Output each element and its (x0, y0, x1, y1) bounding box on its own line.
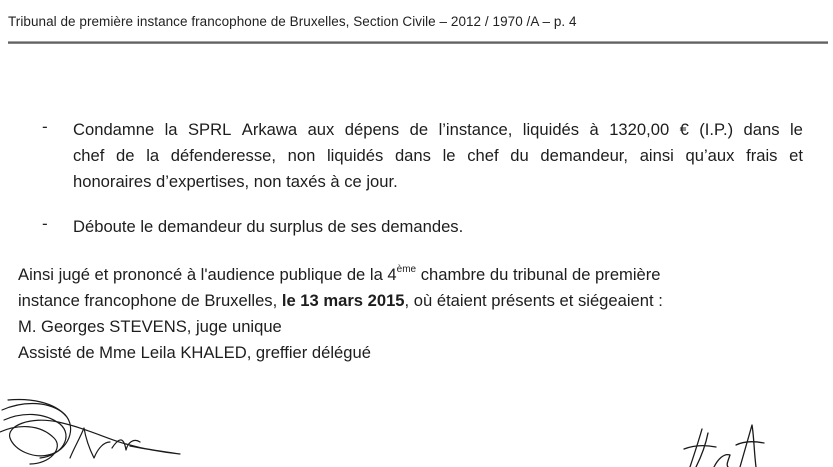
bullet-dash: - (42, 214, 48, 233)
judgment-date: le 13 mars 2015 (281, 291, 405, 310)
clerk-line: Assisté de Mme Leila KHALED, greffier délégué (18, 343, 371, 362)
bullet-dash: - (42, 117, 48, 136)
closing-line-2-after: , où étaient présents et siégeaient : (404, 291, 663, 310)
bullet-text-costs (73, 117, 803, 195)
closing-paragraph (18, 262, 811, 366)
bullet-costs-line-3: honoraires d’expertises, non taxés à ce jour. (73, 172, 398, 191)
header-rule (8, 41, 828, 44)
bullet-dismissal-line-1: Déboute le demandeur du surplus de ses demandes. (73, 217, 464, 236)
signature-right (670, 415, 780, 467)
judge-line: M. Georges STEVENS, juge unique (18, 317, 282, 336)
closing-line-1-after: chambre du tribunal de première (416, 265, 661, 284)
signature-left (0, 398, 190, 467)
bullet-text-dismissal (73, 214, 803, 240)
bullet-costs-line-2: chef de la défenderesse, non liquidés dans le chef du demandeur, ainsi qu’aux frais et (73, 146, 803, 165)
closing-line-2 (18, 288, 811, 314)
ordinal-suffix: ème (396, 264, 417, 275)
bullet-costs-line-1: Condamne la SPRL Arkawa aux dépens de l’instance, liquidés à 1320,00 € (I.P.) dans le (73, 120, 803, 139)
page-header: Tribunal de première instance francophone de Bruxelles, Section Civile – 2012 / 1970 /A – p. 4 (8, 14, 577, 29)
closing-line-2-before: instance francophone de Bruxelles, (18, 291, 282, 310)
closing-line-1-before: Ainsi jugé et prononcé à l'audience publique de la 4 (18, 265, 397, 284)
closing-line-1 (18, 262, 811, 288)
